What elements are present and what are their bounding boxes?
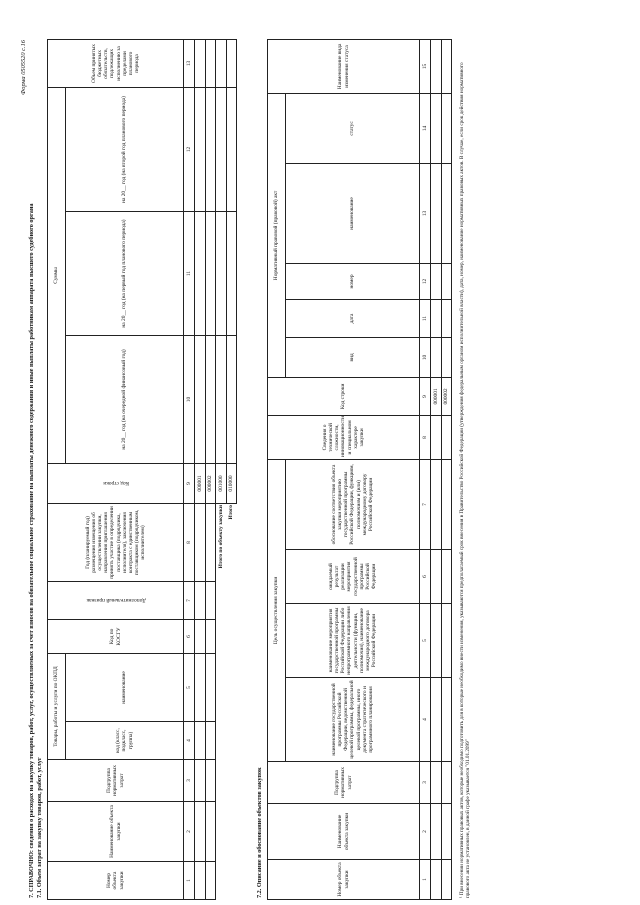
table-7-2 (267, 40, 452, 900)
t72-header-cost-subgroup: Подгруппа нормативных затрат (268, 762, 420, 804)
t71-header-row-code: Код строки (48, 463, 184, 503)
t72-col-num: 2 (420, 804, 431, 860)
t72-col-num: 10 (420, 337, 431, 377)
t71-object-total-label: Итого по объекту закупки (217, 504, 224, 569)
t71-grand-total-row (226, 39, 237, 899)
t72-header-expected-result: ожидаемый результат реализации мероприятия государственной программы Российской Федерации (286, 550, 420, 604)
t71-col-num: 8 (184, 503, 195, 581)
t72-col-num: 5 (420, 604, 431, 678)
t72-col-num: 4 (420, 678, 431, 762)
t72-header-measure-name: наименование мероприятия государственной программы Российской Федерации либо непрограммного направления деятельности (функции, полномочия), наименование международного договора Российской Федерации (286, 604, 420, 678)
t71-header-okpd-code: код (класс, подкласс, группа) (66, 722, 184, 760)
t71-row-code: 000002 (205, 463, 216, 503)
t71-col-num: 6 (184, 619, 195, 653)
footnote: ¹ При внесении нормативных правовых актов, которые необходимо подготовить для в которые необходимо внести изменения, указываются предполагаемый срок внесения в Правительство Российской Федерации (утверждения федеральным органом исполнительной власти), дата, номер, наименование нормативных правовых актов. В случае, если срок действия нормативного правового акта не установлен, в данной графе указывается "01.01.2099" (459, 62, 471, 898)
t72-row (441, 39, 452, 899)
t72-header-purpose: Цель осуществления закупки (268, 459, 286, 761)
t71-header-sum-plan2: на 20__ год (на второй год планового периода) (66, 87, 184, 211)
t72-col-num: 11 (420, 299, 431, 337)
table-7-1-title: 7.1. Объем затрат на закупку товаров, работ, услуг (36, 757, 43, 898)
t71-col-num: 11 (184, 211, 195, 335)
t72-header-act-number: номер (286, 263, 420, 299)
section-title: 7. СПРАВОЧНО: сведения о расходах на закупку товаров, работ, услуг, осуществляемых за счет взносов на обязательное социальное страхование на выплаты денежного содержания и иные выплаты работникам аппарата высшего судебного органа (28, 203, 35, 898)
t72-col-num: 6 (420, 550, 431, 604)
t72-col-num: 13 (420, 163, 431, 263)
t72-header-object-name: Наименование объекта закупки (268, 804, 420, 860)
t71-col-num: 10 (184, 335, 195, 463)
t71-header-object-number: Номер объекта закупки (48, 862, 184, 900)
t71-row-code: 000001 (195, 463, 206, 503)
t71-grand-total-label: Итого (228, 504, 235, 520)
t71-header-sums: Суммы (48, 87, 66, 463)
t72-col-num: 9 (420, 377, 431, 415)
t72-header-justification: обоснование соответствия объекта закупки мероприятию государственной программы Российской Федерации, функциям, полномочиям и (или) международному договору Российской Федерации (286, 459, 420, 549)
t72-col-num: 14 (420, 93, 431, 163)
t72-col-num: 8 (420, 415, 431, 459)
rotated-form-page (20, 40, 620, 900)
t71-header-cost-subgroup: Подгруппа нормативных затрат (48, 760, 184, 802)
t71-col-num: 1 (184, 862, 195, 900)
t71-header-sum-plan1: на 20__ год (на первый год планового периода) (66, 211, 184, 335)
t72-col-num: 7 (420, 459, 431, 549)
t72-header-row-code: Код строки (268, 377, 420, 415)
table-7-1 (47, 40, 237, 900)
t71-header-okpd-name: наименование (66, 653, 184, 721)
t72-header-act-status: статус (286, 93, 420, 163)
t72-header-legal-act: Нормативный правовой (правовой) акт (268, 93, 286, 377)
t71-col-num: 13 (184, 39, 195, 87)
t71-row (205, 39, 216, 899)
t72-header-complexity: Сведения о технической сложности, инновационности и специальном характере закупки (268, 415, 420, 459)
t72-header-act-date: дата (286, 299, 420, 337)
t71-col-num: 9 (184, 463, 195, 503)
t72-col-num: 3 (420, 762, 431, 804)
t72-col-num: 15 (420, 39, 431, 93)
t72-row-code: 000002 (441, 377, 452, 415)
t72-row (431, 39, 442, 899)
t71-header-obligations: Объем принятых бюджетных обязательств, подлежащих исполнению за пределами планового периода (48, 39, 184, 87)
t72-header-object-number: Номер объекта закупки (268, 860, 420, 900)
t71-row (195, 39, 206, 899)
t72-header-program-name: наименование государственной программы Российской Федерации, ведомственной целевой программы, федеральной целевой программы, иного документа стратегического и программного планирования (286, 678, 420, 762)
t71-col-num: 12 (184, 87, 195, 211)
t72-header-act-type: вид (286, 337, 420, 377)
t71-col-num: 3 (184, 760, 195, 802)
t71-col-num: 4 (184, 722, 195, 760)
t72-header-status-change: Наименование вида изменения статуса (268, 39, 420, 93)
t71-object-total-code: 001000 (216, 463, 227, 503)
t72-col-num: 12 (420, 263, 431, 299)
t71-header-extra-sign: Дополнительный признак (48, 581, 184, 619)
t72-header-act-name: наименование (286, 163, 420, 263)
t72-row-code: 000001 (431, 377, 442, 415)
t71-header-sum-current: на 20__ год (на очередной финансовый год) (66, 335, 184, 463)
t71-col-num: 5 (184, 653, 195, 721)
t71-col-num: 7 (184, 581, 195, 619)
t71-header-object-name: Наименование объекта закупки (48, 802, 184, 862)
t71-grand-total-code: 010000 (226, 463, 237, 503)
t71-header-okpd: Товары, работы и услуги по ОКПД (48, 653, 66, 759)
t71-header-placement-year: Год (планируемый год) размещения извещения об осуществлении закупки, направления приглашения принять участие в определении поставщика (подрядчика, исполнителя), заключения контракта с единственным поставщиком (подрядчиком, исполнителем) (48, 503, 184, 581)
form-code: Форма 0505520 с.16 (20, 40, 27, 95)
table-7-2-title: 7.2. Описание и обоснование объектов закупок (256, 767, 263, 898)
t72-col-num: 1 (420, 860, 431, 900)
t71-col-num: 2 (184, 802, 195, 862)
t71-header-kosgu: Код по КОСГУ (48, 619, 184, 653)
t71-object-total-row (216, 39, 227, 899)
